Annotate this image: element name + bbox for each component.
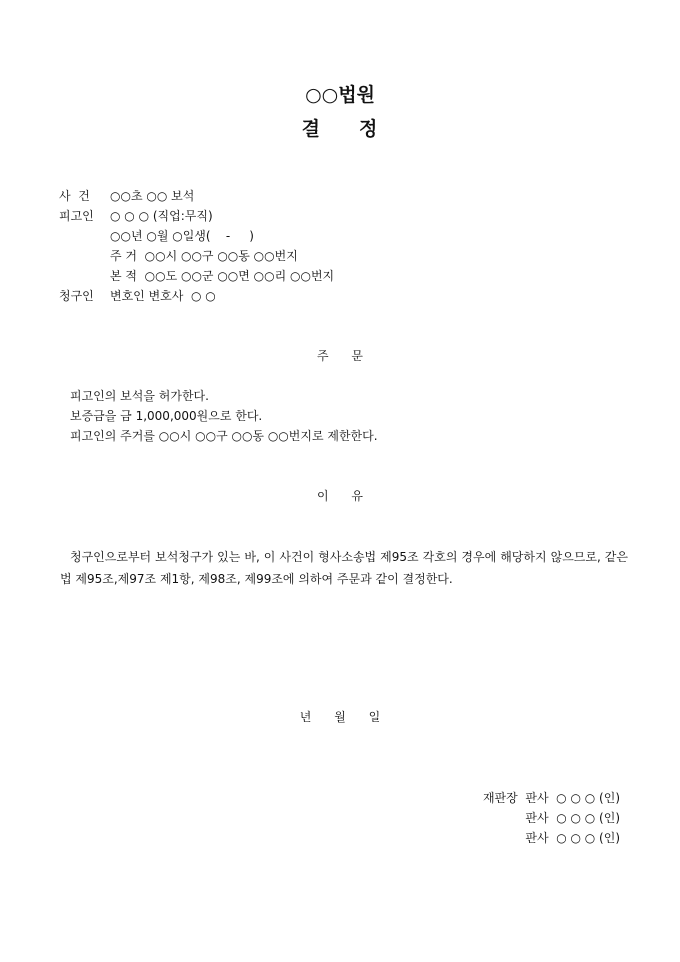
defendant-value: ○ ○ ○ (직업:무직) xyxy=(110,209,213,223)
case-value: ○○초 ○○ 보석 xyxy=(110,189,195,203)
date-line: 년 월 일 xyxy=(299,710,381,724)
reason-paragraph: 청구인으로부터 보석청구가 있는 바, 이 사건이 형사소송법 제95조 각호의 경우에 해당하지 않으므로, 같은 법 제95조,제97조 제1항, 제98조, 제99조에 의하여 주문과 같이 결정한다. xyxy=(60,550,628,586)
reason-heading: 이 유 xyxy=(316,489,364,503)
order-line-1: 피고인의 보석을 허가한다. xyxy=(70,389,209,403)
defendant-label: 피고인 xyxy=(59,209,94,223)
residence-address: 주 거 ○○시 ○○구 ○○동 ○○번지 xyxy=(110,249,298,263)
claimant-label: 청구인 xyxy=(59,289,94,303)
presiding-judge-signature: 재판장 판사 ○ ○ ○ (인) xyxy=(482,791,620,805)
registered-domicile: 본 적 ○○도 ○○군 ○○면 ○○리 ○○번지 xyxy=(110,269,335,283)
claimant-value: 변호인 변호사 ○ ○ xyxy=(110,289,216,303)
order-line-2: 보증금을 금 1,000,000원으로 한다. xyxy=(70,409,263,423)
order-line-3: 피고인의 주거를 ○○시 ○○구 ○○동 ○○번지로 제한한다. xyxy=(70,429,378,443)
order-heading: 주 문 xyxy=(316,349,364,363)
birth-date: ○○년 ○월 ○일생( - ) xyxy=(110,229,254,243)
case-label: 사 건 xyxy=(59,189,90,203)
court-name: ○○법원 xyxy=(305,84,375,106)
judge-signature-1: 판사 ○ ○ ○ (인) xyxy=(525,811,620,825)
document-title: 결 정 xyxy=(301,118,379,140)
judge-signature-2: 판사 ○ ○ ○ (인) xyxy=(525,831,620,845)
